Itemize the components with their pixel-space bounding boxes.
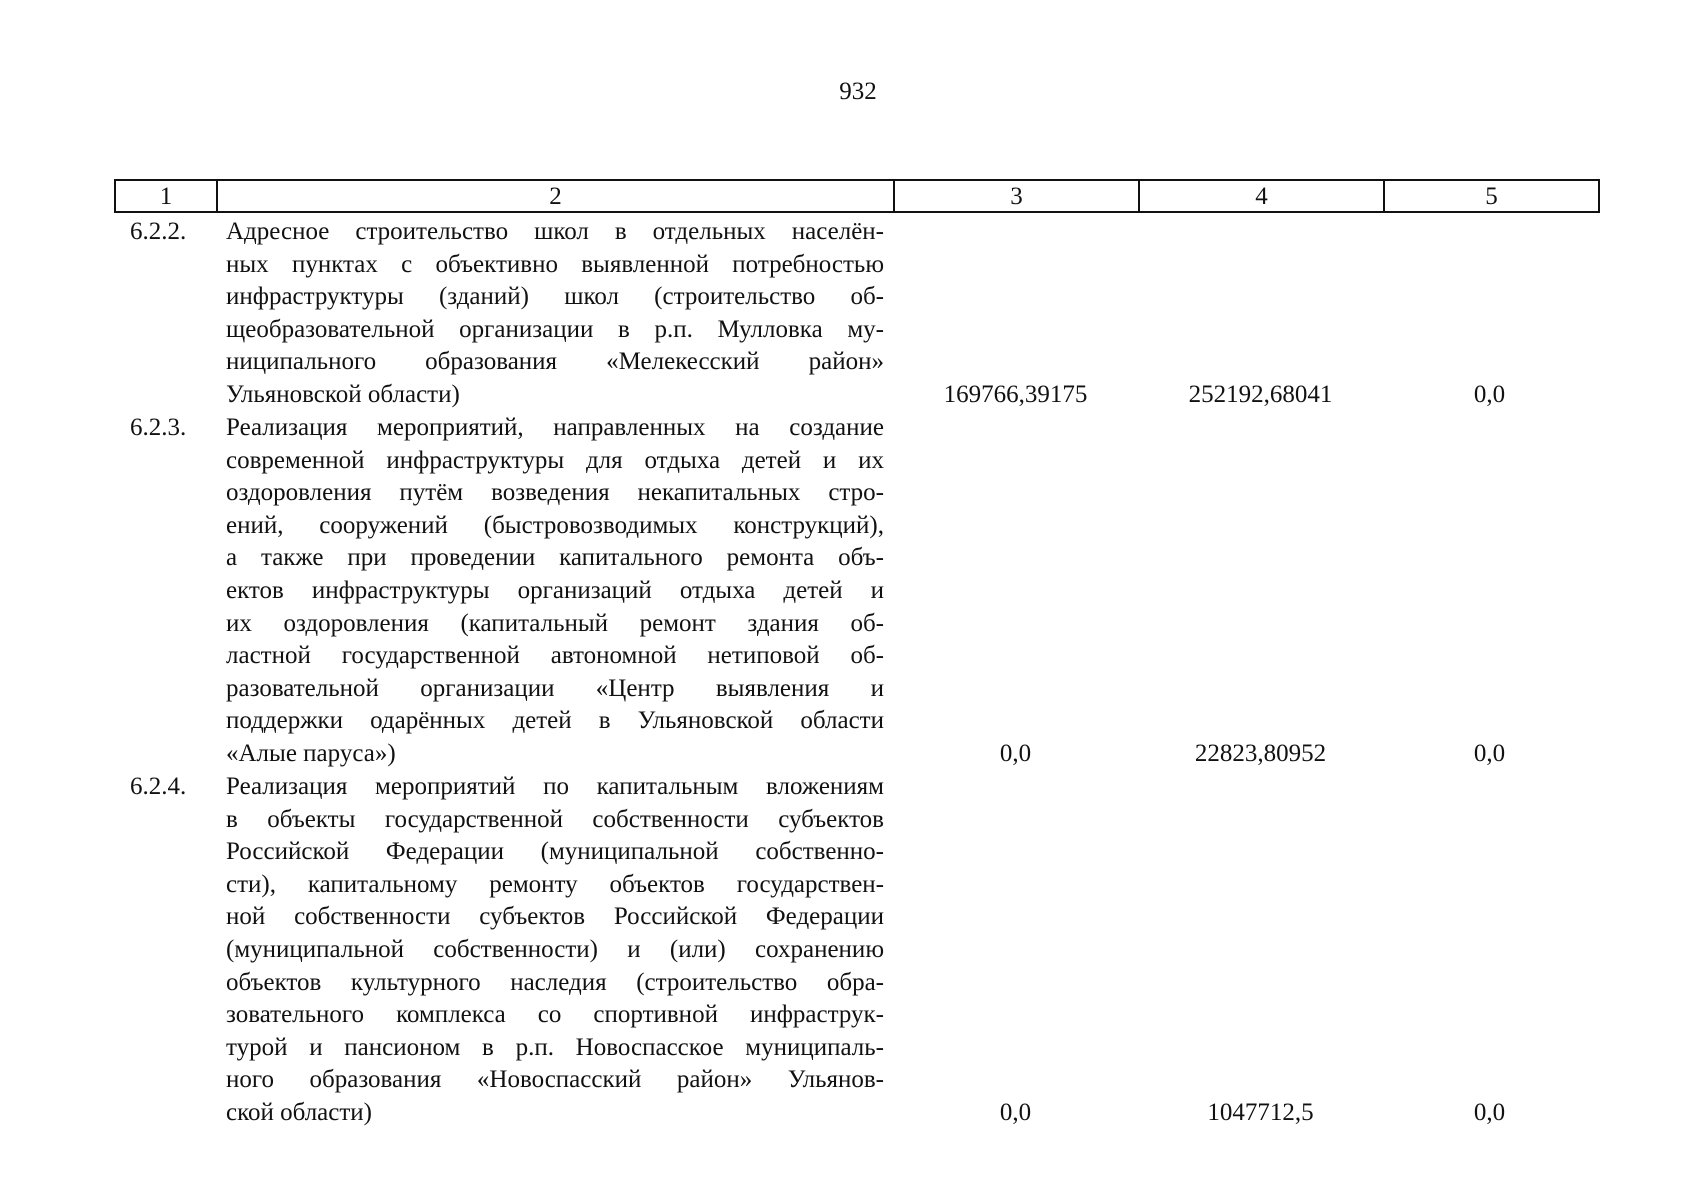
value-col-3: 0,0 <box>999 740 1032 767</box>
description-line: зовательного комплекса со спортивной инфраструк- <box>226 1001 884 1029</box>
column-header-5: 5 <box>1485 183 1498 210</box>
value-col-5: 0,0 <box>1473 1099 1506 1126</box>
description-line: Российской Федерации (муниципальной собственно- <box>226 838 884 866</box>
value-col-4: 1047712,5 <box>1207 1099 1314 1126</box>
description-line: их оздоровления (капитальный ремонт здания об- <box>226 609 884 637</box>
page-number: 932 <box>839 78 877 105</box>
row-number: 6.2.3. <box>130 414 187 441</box>
column-header-3: 3 <box>895 181 1140 211</box>
description-line: в объекты государственной собственности субъектов <box>226 805 884 833</box>
description-line: (муниципальной собственности) и (или) сохранению <box>226 935 884 963</box>
description-line: «Алые паруса») <box>226 739 396 767</box>
description-line: ений, сооружений (быстровозводимых конструкций), <box>226 511 884 539</box>
description-line: сти), капитальному ремонту объектов государствен- <box>226 870 884 898</box>
description-line: турой и пансионом в р.п. Новоспасское муниципаль- <box>226 1033 884 1061</box>
value-col-5: 0,0 <box>1473 381 1506 408</box>
row-description <box>226 216 884 412</box>
column-header-2: 2 <box>218 181 895 211</box>
description-line: поддержки одарённых детей в Ульяновской области <box>226 707 884 735</box>
description-line: Ульяновской области) <box>226 380 460 408</box>
column-header-1: 1 <box>116 181 218 211</box>
description-line: оздоровления путём возведения некапитальных стро- <box>226 479 884 507</box>
value-col-5: 0,0 <box>1473 740 1506 767</box>
description-line: ластной государственной автономной нетиповой об- <box>226 642 884 670</box>
description-line: ской области) <box>226 1098 372 1126</box>
description-line: ниципального образования «Мелекесский район» <box>226 348 884 376</box>
description-line: а также при проведении капитального ремонта объ- <box>226 544 884 572</box>
description-line: Реализация мероприятий по капитальным вложениям <box>226 773 884 800</box>
value-col-3: 169766,39175 <box>943 381 1088 408</box>
value-col-4: 252192,68041 <box>1188 381 1333 408</box>
description-line: ной собственности субъектов Российской Федерации <box>226 903 884 931</box>
description-line: объектов культурного наследия (строительство обра- <box>226 968 884 996</box>
column-header-4: 4 <box>1140 181 1385 211</box>
row-number: 6.2.2. <box>130 218 187 245</box>
description-line: современной инфраструктуры для отдыха детей и их <box>226 446 884 474</box>
description-line: ного образования «Новоспасский район» Ульянов- <box>226 1066 884 1094</box>
row-description <box>226 771 884 1130</box>
description-line: Адресное строительство школ в отдельных населён- <box>226 218 884 245</box>
description-line: Реализация мероприятий, направленных на создание <box>226 414 884 441</box>
description-line: ных пунктах с объективно выявленной потребностью <box>226 250 884 278</box>
row-description <box>226 412 884 771</box>
description-line: ектов инфраструктуры организаций отдыха детей и <box>226 576 884 604</box>
description-line: инфраструктуры (зданий) школ (строительство об- <box>226 283 884 311</box>
row-number: 6.2.4. <box>130 773 187 800</box>
value-col-3: 0,0 <box>999 1099 1032 1126</box>
description-line: разовательной организации «Центр выявления и <box>226 674 884 702</box>
table-header-row <box>114 179 1600 213</box>
value-col-4: 22823,80952 <box>1194 740 1327 767</box>
description-line: щеобразовательной организации в р.п. Мулловка му- <box>226 315 884 343</box>
